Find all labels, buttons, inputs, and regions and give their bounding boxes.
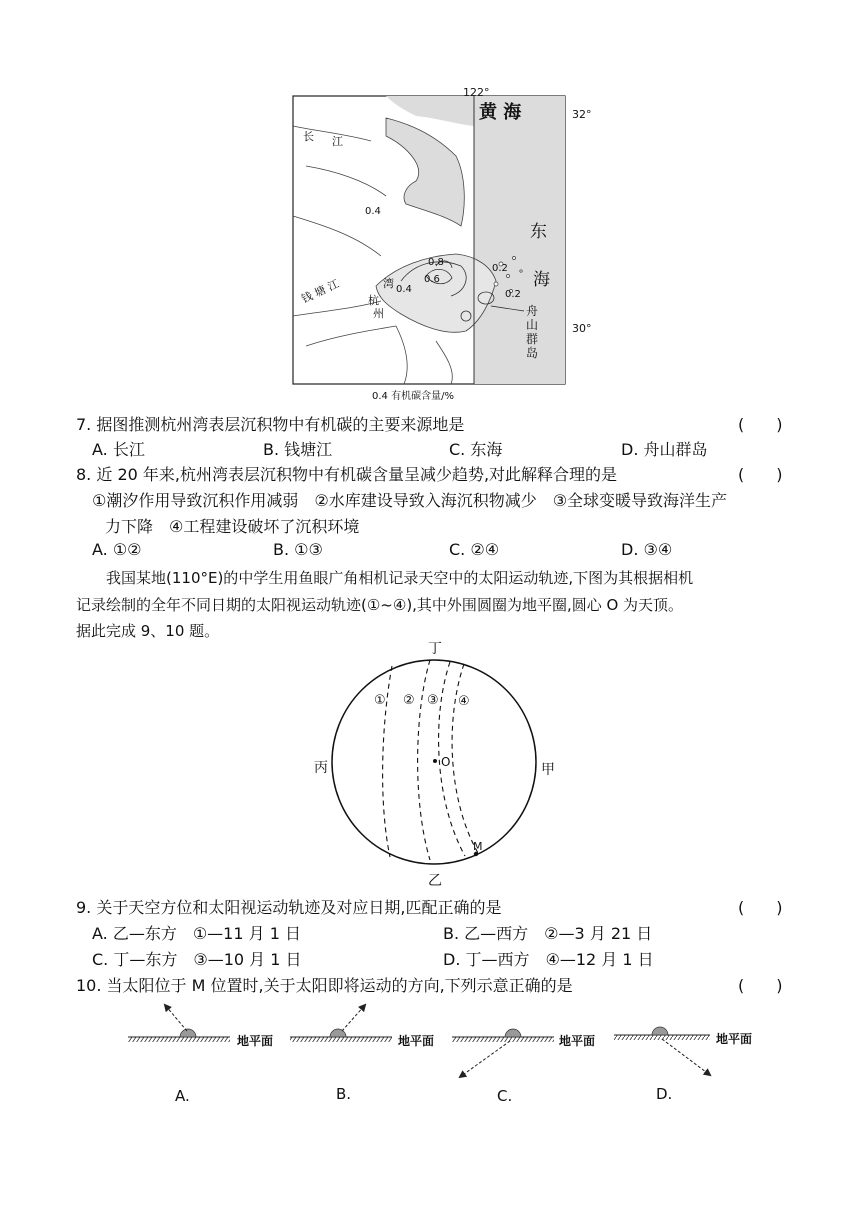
- q9-option-a: A. 乙—东方 ①—11 月 1 日: [92, 924, 301, 943]
- contour-label-02: 0.2: [492, 263, 508, 274]
- zhoushan-label: 舟 山 群 岛: [526, 304, 539, 360]
- direction-yi: 乙: [428, 873, 442, 889]
- changjiang-label-2: 江: [332, 135, 343, 148]
- track-1-label: ①: [374, 693, 386, 708]
- lat-32-label: 32°: [572, 108, 592, 121]
- contour-label-04b: 0.4: [396, 284, 412, 295]
- q8-option-d: D. ③④: [621, 540, 673, 559]
- hangzhouwan-label-2: 州: [373, 307, 384, 320]
- q7-option-a: A. 长江: [92, 440, 145, 459]
- horizon-label-b: 地平面: [398, 1034, 435, 1048]
- q8-option-a: A. ①②: [92, 540, 142, 559]
- lat-30-label: 30°: [572, 322, 592, 335]
- q7-option-c: C. 东海: [449, 440, 503, 459]
- q10-option-c-label: C.: [497, 1087, 513, 1105]
- q10-option-d-label: D.: [656, 1085, 673, 1103]
- q8-stem: 8. 近 20 年来,杭州湾表层沉积物中有机碳含量呈减少趋势,对此解释合理的是: [76, 465, 618, 484]
- longitude-label: 122°: [463, 86, 490, 99]
- track-4-label: ④: [458, 694, 470, 709]
- donghai-label-2: 海: [533, 270, 550, 290]
- q10-answer-blank: ( ): [738, 976, 783, 995]
- q8-option-b: B. ①③: [273, 540, 323, 559]
- contour-label-06: 0.6: [424, 274, 440, 285]
- zenith-o-label: O: [441, 755, 451, 769]
- q8-statements-2: 力下降 ④工程建设破坏了沉积环境: [105, 517, 360, 536]
- contour-label-04a: 0.4: [365, 206, 381, 217]
- q10-option-b-label: B.: [336, 1085, 352, 1103]
- qiantangjiang-label: 钱 塘 江: [299, 277, 342, 306]
- q10-option-a-label: A.: [175, 1087, 190, 1105]
- horizon-label-d: 地平面: [716, 1032, 753, 1046]
- direction-jia: 甲: [541, 762, 555, 778]
- q8-answer-blank: ( ): [738, 465, 783, 484]
- q9-option-d: D. 丁—西方 ④—12 月 1 日: [443, 950, 654, 969]
- track-3-label: ③: [427, 693, 439, 708]
- q10-option-diagrams: [120, 995, 760, 1090]
- q9-option-b: B. 乙—西方 ②—3 月 21 日: [443, 924, 653, 943]
- donghai-label-1: 东: [530, 222, 547, 242]
- q10-stem: 10. 当太阳位于 M 位置时,关于太阳即将运动的方向,下列示意正确的是: [76, 976, 573, 995]
- q9-answer-blank: ( ): [738, 898, 783, 917]
- q7-option-d: D. 舟山群岛: [621, 440, 708, 459]
- huanghai-label: 黄 海: [479, 102, 522, 123]
- hangzhouwan-label-1: 杭: [368, 294, 379, 307]
- sun-path-diagram: [300, 640, 580, 890]
- direction-bing: 丙: [314, 760, 328, 776]
- q8-option-c: C. ②④: [449, 540, 500, 559]
- hangzhou-bay-map: [286, 86, 586, 402]
- q7-answer-blank: ( ): [738, 415, 783, 434]
- contour-label-02b: 0.2: [505, 289, 521, 300]
- horizon-label-a: 地平面: [237, 1034, 274, 1048]
- q7-option-b: B. 钱塘江: [263, 440, 333, 459]
- direction-ding: 丁: [428, 641, 442, 657]
- track-2-label: ②: [403, 693, 415, 708]
- q7-stem: 7. 据图推测杭州湾表层沉积物中有机碳的主要来源地是: [76, 415, 465, 434]
- map-legend: 0.4 有机碳含量/%: [372, 391, 454, 402]
- contour-label-08: 0.8: [428, 257, 444, 268]
- q9-stem: 9. 关于天空方位和太阳视运动轨迹及对应日期,匹配正确的是: [76, 898, 502, 917]
- intro-line-3: 据此完成 9、10 题。: [76, 622, 220, 640]
- hangzhouwan-label-3: 湾: [383, 277, 394, 290]
- horizon-label-c: 地平面: [559, 1034, 596, 1048]
- intro-line-1: 我国某地(110°E)的中学生用鱼眼广角相机记录天空中的太阳运动轨迹,下图为其根据相机: [106, 569, 694, 587]
- q9-option-c: C. 丁—东方 ③—10 月 1 日: [92, 950, 302, 969]
- point-m-label: M: [473, 840, 483, 853]
- changjiang-label-1: 长: [303, 130, 314, 143]
- intro-line-2: 记录绘制的全年不同日期的太阳视运动轨迹(①~④),其中外围圆圈为地平圈,圆心 O 为天顶。: [76, 596, 684, 614]
- q8-statements-1: ①潮汐作用导致沉积作用减弱 ②水库建设导致入海沉积物减少 ③全球变暖导致海洋生产: [92, 491, 728, 510]
